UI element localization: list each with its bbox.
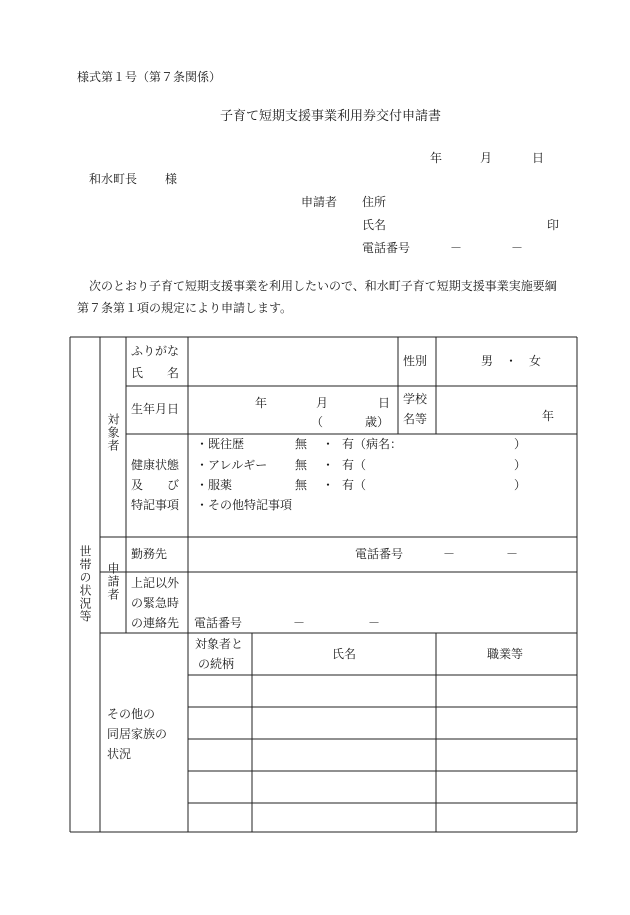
school-label-2: 名等 — [403, 412, 428, 426]
history-item: ・既往歴 — [196, 437, 245, 451]
family-occupation-header: 職業等 — [487, 647, 524, 661]
emergency-label-1: 上記以外 — [131, 576, 180, 590]
addressee-honorific: 様 — [165, 172, 178, 186]
medication-item: ・服薬 — [196, 478, 233, 492]
applicant-phone-dash-1: － — [450, 241, 463, 255]
family-label-1: その他の — [107, 707, 156, 721]
medication-has[interactable]: 有（ — [342, 478, 367, 492]
emergency-label-3: の連絡先 — [131, 616, 180, 630]
page-title: 子育て短期支援事業利用券交付申請書 — [220, 109, 442, 124]
history-none[interactable]: 無 — [295, 437, 308, 451]
birth-year: 年 — [255, 396, 268, 410]
relation-header-1: 対象者と — [195, 637, 244, 651]
family-label-2: 同居家族の — [107, 727, 168, 741]
age-open: （ — [311, 415, 324, 429]
workplace-label: 勤務先 — [131, 547, 168, 561]
applicant-address-label[interactable]: 住所 — [362, 195, 387, 209]
workplace-phone-label: 電話番号 — [355, 547, 404, 561]
emergency-phone-dash-2: － — [368, 616, 381, 630]
workplace-phone-dash-1: － — [443, 547, 456, 561]
health-label-2: 及 び — [131, 478, 180, 492]
seal-mark: 印 — [547, 218, 560, 232]
family-name-header: 氏名 — [332, 647, 357, 661]
relation-header-2: の続柄 — [198, 657, 235, 671]
date-month: 月 — [480, 151, 493, 165]
addressee-name: 和水町長 — [89, 172, 138, 186]
birth-day: 日 — [378, 396, 391, 410]
date-day: 日 — [532, 151, 545, 165]
body-text-line-2: 第７条第１項の規定により申請します。 — [77, 301, 293, 315]
school-grade: 年 — [542, 409, 555, 423]
gender-label: 性別 — [403, 354, 428, 368]
birth-month: 月 — [316, 396, 329, 410]
medication-close: ） — [514, 478, 527, 492]
workplace-phone-dash-2: － — [506, 547, 519, 561]
form-number: 様式第１号（第７条関係） — [77, 70, 222, 84]
allergy-has[interactable]: 有（ — [342, 458, 367, 472]
applicant-name-label[interactable]: 氏名 — [362, 218, 387, 232]
allergy-dot: ・ — [322, 458, 335, 472]
other-notes-label: ・その他特記事項 — [196, 498, 293, 512]
date-year: 年 — [430, 151, 443, 165]
allergy-close: ） — [514, 458, 527, 472]
body-text-line-1: 次のとおり子育て短期支援事業を利用したいので、和水町子育て短期支援事業実施要綱 — [89, 279, 557, 293]
age-close: 歳） — [365, 415, 390, 429]
subject-group-label: 対象者 — [106, 413, 120, 452]
emergency-phone-label: 電話番号 — [194, 616, 243, 630]
health-label-3: 特記事項 — [131, 498, 180, 512]
allergy-item: ・アレルギー — [196, 458, 268, 472]
birth-date-label: 生年月日 — [131, 402, 180, 416]
history-dot: ・ — [322, 437, 335, 451]
history-has[interactable]: 有（病名： — [342, 437, 403, 451]
applicant-phone-dash-2: － — [511, 241, 524, 255]
name-label: 氏 名 — [131, 366, 180, 380]
gender-options[interactable]: 男 ・ 女 — [481, 354, 542, 368]
emergency-phone-dash-1: － — [293, 616, 306, 630]
emergency-label-2: の緊急時 — [131, 596, 180, 610]
history-close: ） — [514, 437, 527, 451]
medication-dot: ・ — [322, 478, 335, 492]
allergy-none[interactable]: 無 — [295, 458, 308, 472]
school-label-1: 学校 — [403, 392, 428, 406]
household-status-label: 世帯の状況等 — [78, 545, 92, 623]
medication-none[interactable]: 無 — [295, 478, 308, 492]
applicant-label: 申請者 — [301, 195, 338, 209]
furigana-label: ふりがな — [131, 344, 180, 358]
applicant-group-label: 申請者 — [106, 562, 120, 601]
applicant-phone-label[interactable]: 電話番号 — [362, 241, 411, 255]
health-label-1: 健康状態 — [131, 458, 180, 472]
family-label-3: 状況 — [107, 747, 132, 761]
